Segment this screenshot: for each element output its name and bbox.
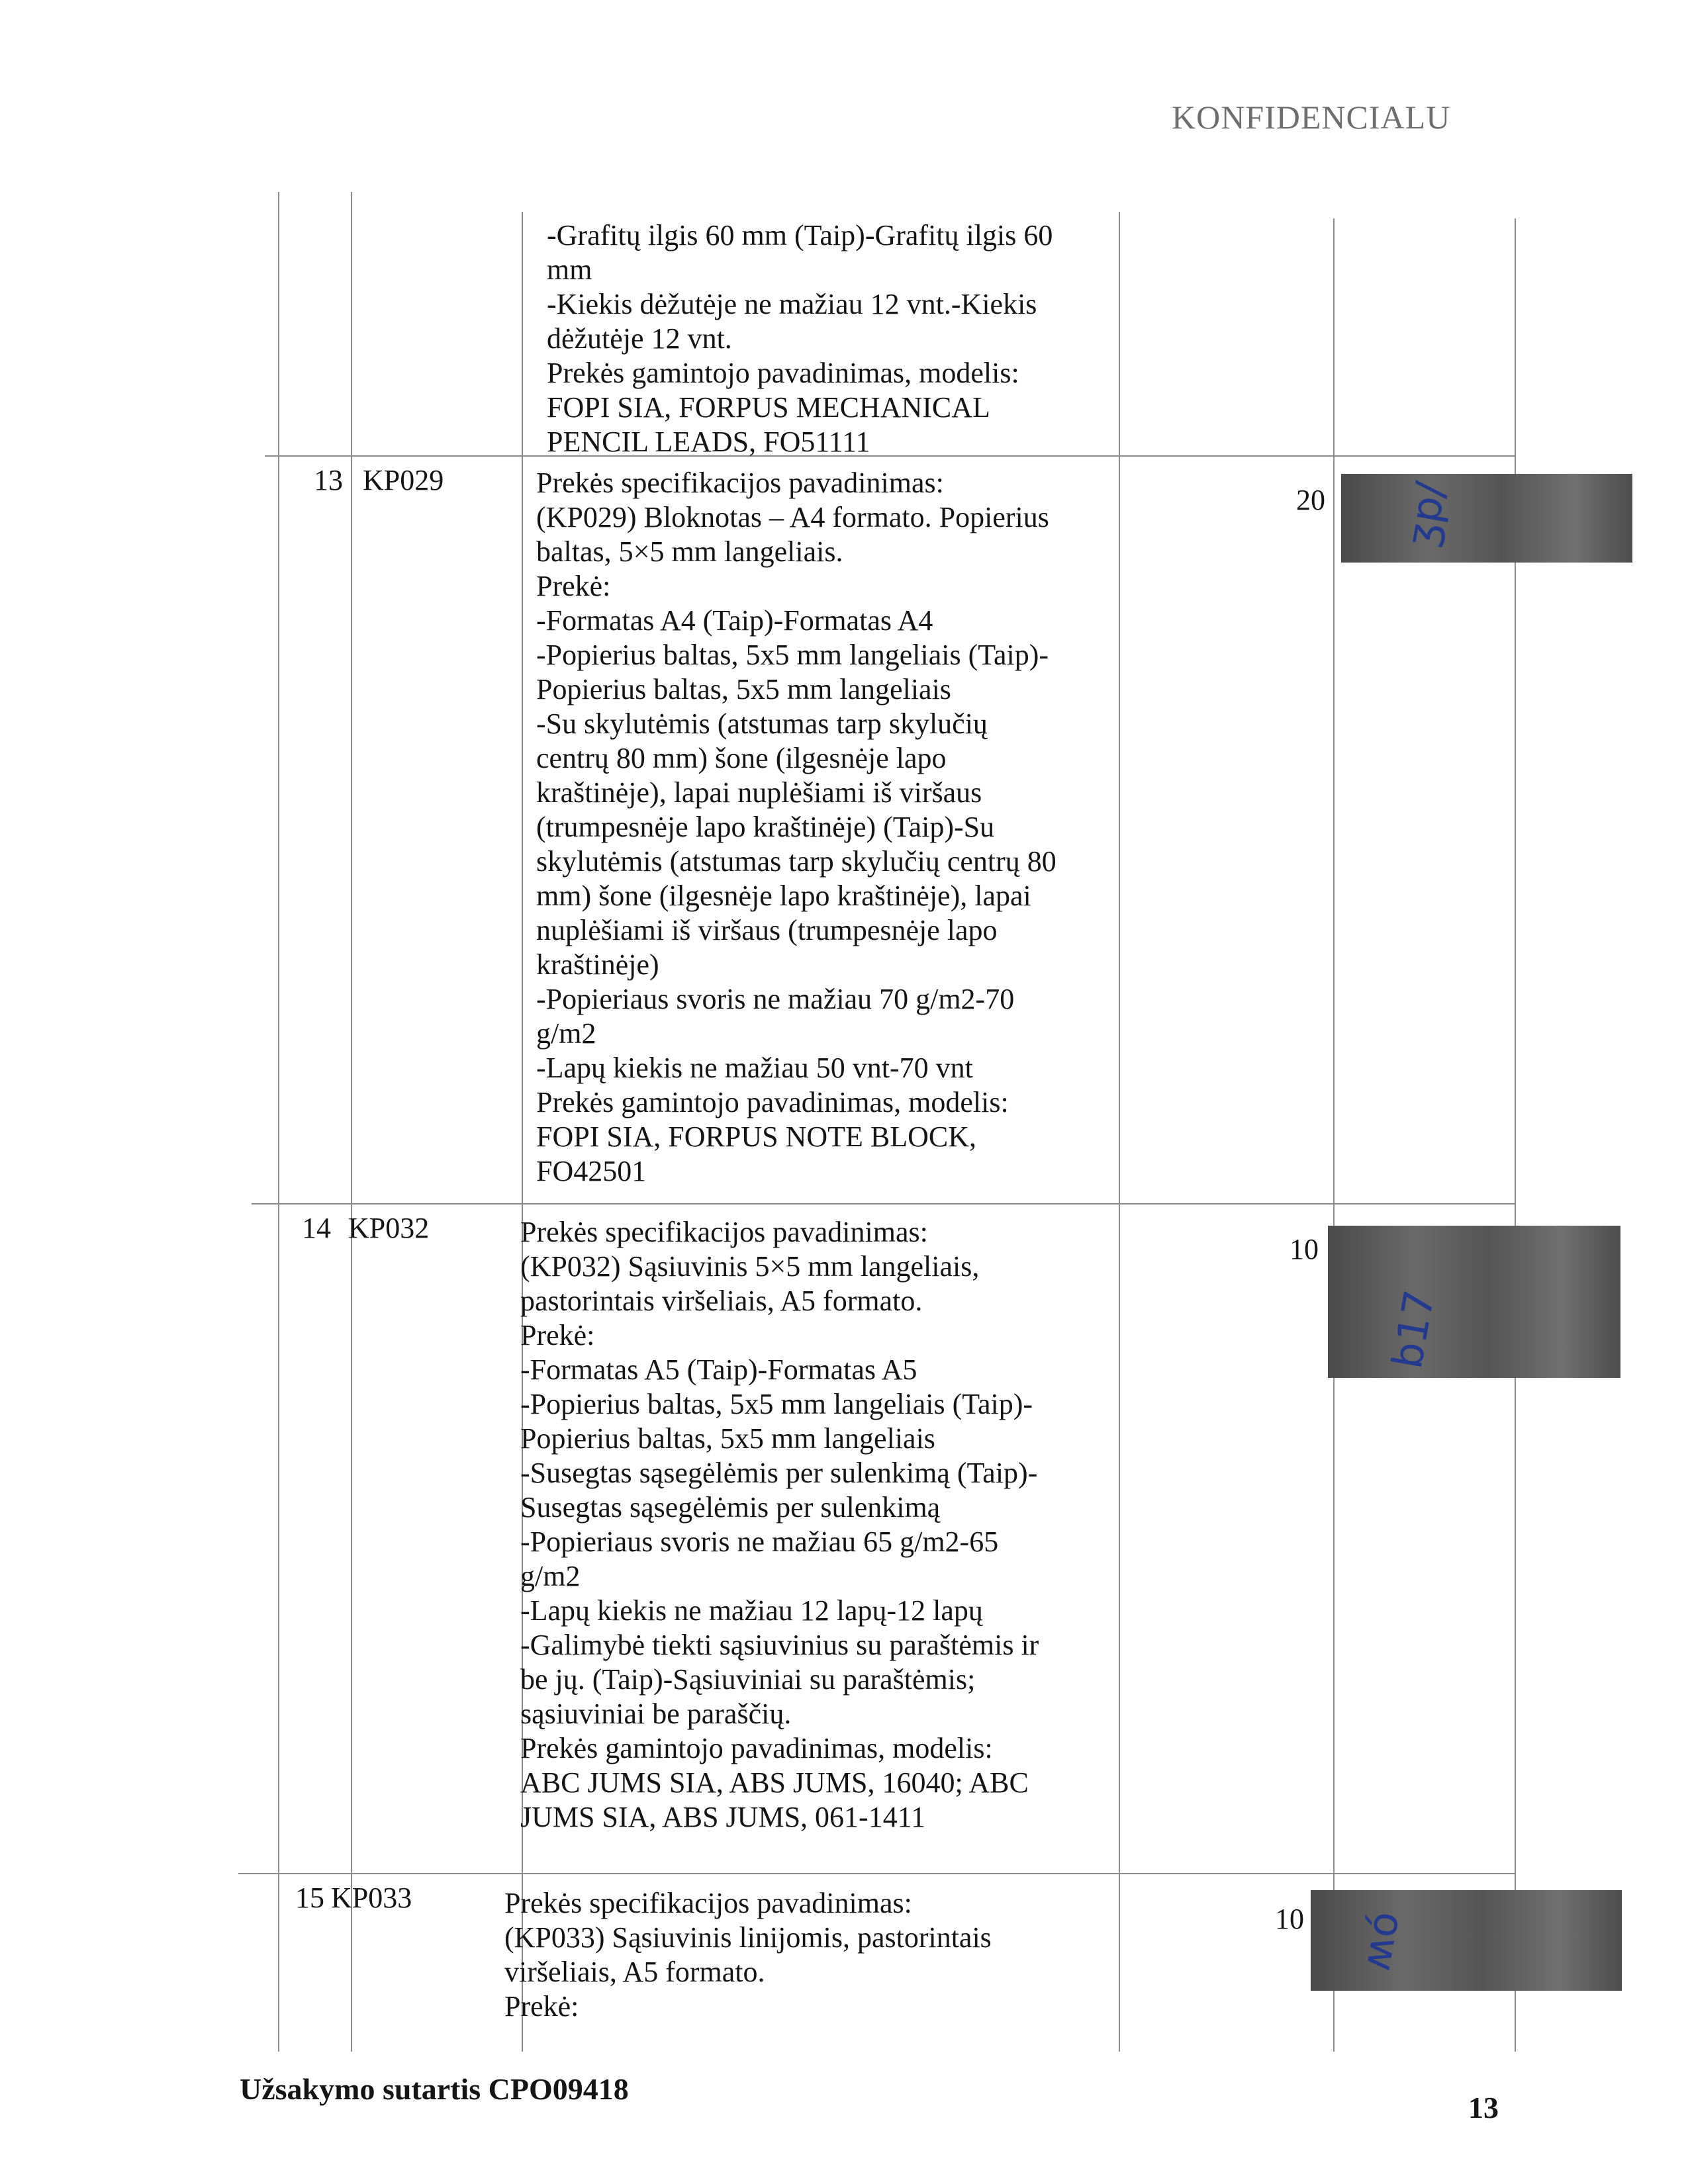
desc-line: (KP033) Sąsiuvinis linijomis, pastorintais <box>504 1921 992 1954</box>
desc-line: Prekės gamintojo pavadinimas, modelis: <box>520 1732 993 1764</box>
desc-line: JUMS SIA, ABS JUMS, 061-1411 <box>520 1801 926 1833</box>
desc-line: -Lapų kiekis ne mažiau 12 lapų-12 lapų <box>520 1594 983 1627</box>
row-number: 15 <box>295 1882 324 1914</box>
desc-line: -Popieriaus svoris ne mažiau 70 g/m2-70 <box>536 983 1015 1015</box>
continued-description <box>547 218 1053 459</box>
desc-line: Prekės specifikacijos pavadinimas: <box>520 1216 928 1248</box>
desc-line: mm <box>547 253 592 286</box>
desc-line: g/m2 <box>536 1017 596 1050</box>
desc-line: -Grafitų ilgis 60 mm (Taip)-Grafitų ilgis 60 <box>547 219 1053 251</box>
desc-line: Prekė: <box>504 1990 579 2023</box>
desc-line: -Popierius baltas, 5x5 mm langeliais (Taip)- <box>536 639 1049 671</box>
handwritten-mark: ʒp/ <box>1396 478 1456 550</box>
column-divider-num <box>351 192 352 2052</box>
page-number: 13 <box>1468 2091 1499 2124</box>
item-code: KP032 <box>348 1212 430 1244</box>
item-description <box>504 1886 992 2024</box>
handwritten-mark: b17 <box>1382 1286 1444 1373</box>
desc-line: -Lapų kiekis ne mažiau 50 vnt-70 vnt <box>536 1052 973 1084</box>
quantity: 10 <box>1289 1233 1319 1265</box>
desc-line: Prekės specifikacijos pavadinimas: <box>504 1887 912 1919</box>
desc-line: skylutėmis (atstumas tarp skylučių centrų 80 <box>536 845 1056 878</box>
desc-line: -Popierius baltas, 5x5 mm langeliais (Taip)- <box>520 1388 1033 1420</box>
desc-line: -Formatas A5 (Taip)-Formatas A5 <box>520 1353 917 1386</box>
stamp-image <box>1328 1226 1620 1378</box>
desc-line: -Galimybė tiekti sąsiuvinius su paraštėmis ir <box>520 1629 1039 1661</box>
desc-line: FOPI SIA, FORPUS NOTE BLOCK, <box>536 1120 977 1153</box>
desc-line: -Su skylutėmis (atstumas tarp skylučių <box>536 707 988 740</box>
desc-line: Prekės specifikacijos pavadinimas: <box>536 467 944 499</box>
item-description <box>536 466 1056 1189</box>
desc-line: -Kiekis dėžutėje ne mažiau 12 vnt.-Kiekis <box>547 288 1037 320</box>
item-code: KP033 <box>331 1882 412 1914</box>
stamp-image <box>1341 474 1632 563</box>
desc-line: kraštinėje), lapai nuplėšiami iš viršaus <box>536 776 982 809</box>
desc-line: Prekės gamintojo pavadinimas, modelis: <box>547 357 1019 389</box>
desc-line: (KP032) Sąsiuvinis 5×5 mm langeliais, <box>520 1250 980 1283</box>
row-number: 13 <box>314 464 343 496</box>
desc-line: mm) šone (ilgesnėje lapo kraštinėje), lapai <box>536 880 1031 912</box>
desc-line: Prekė: <box>520 1319 595 1351</box>
row-number: 14 <box>302 1212 331 1244</box>
item-code: KP029 <box>363 464 444 496</box>
desc-line: (trumpesnėje lapo kraštinėje) (Taip)-Su <box>536 811 995 843</box>
handwritten-mark: ʍó <box>1350 1907 1409 1974</box>
row-divider-14 <box>252 1203 1515 1205</box>
desc-line: (KP029) Bloknotas – A4 formato. Popierius <box>536 501 1049 533</box>
desc-line: g/m2 <box>520 1560 581 1592</box>
desc-line: viršeliais, A5 formato. <box>504 1956 765 1988</box>
desc-line: Popierius baltas, 5x5 mm langeliais <box>520 1422 935 1455</box>
column-divider-qty <box>1333 218 1335 2052</box>
confidential-label: KONFIDENCIALU <box>1172 99 1451 136</box>
quantity: 10 <box>1275 1903 1304 1935</box>
desc-line: centrų 80 mm) šone (ilgesnėje lapo <box>536 742 947 774</box>
column-divider-desc <box>1119 212 1120 2052</box>
desc-line: baltas, 5×5 mm langeliais. <box>536 535 843 568</box>
desc-line: Prekės gamintojo pavadinimas, modelis: <box>536 1086 1009 1118</box>
desc-line: kraštinėje) <box>536 948 659 981</box>
desc-line: pastorintais viršeliais, A5 formato. <box>520 1285 923 1317</box>
desc-line: Popierius baltas, 5x5 mm langeliais <box>536 673 951 705</box>
desc-line: Susegtas sąsegėlėmis per sulenkimą <box>520 1491 941 1524</box>
desc-line: be jų. (Taip)-Sąsiuviniai su paraštėmis; <box>520 1663 976 1696</box>
desc-line: dėžutėje 12 vnt. <box>547 322 732 355</box>
desc-line: sąsiuviniai be paraščių. <box>520 1698 792 1730</box>
desc-line: nuplėšiami iš viršaus (trumpesnėje lapo <box>536 914 998 946</box>
desc-line: -Susegtas sąsegėlėmis per sulenkimą (Taip)- <box>520 1457 1038 1489</box>
desc-line: -Popieriaus svoris ne mažiau 65 g/m2-65 <box>520 1525 999 1558</box>
desc-line: ABC JUMS SIA, ABS JUMS, 16040; ABC <box>520 1766 1029 1799</box>
row-divider-15 <box>238 1873 1515 1874</box>
desc-line: FOPI SIA, FORPUS MECHANICAL <box>547 391 990 424</box>
desc-line: PENCIL LEADS, FO51111 <box>547 426 870 458</box>
desc-line: Prekė: <box>536 570 611 602</box>
contract-title: Užsakymo sutartis CPO09418 <box>240 2072 629 2106</box>
desc-line: -Formatas A4 (Taip)-Formatas A4 <box>536 604 933 637</box>
table-border-left <box>278 192 279 2052</box>
quantity: 20 <box>1296 484 1325 516</box>
item-description <box>520 1215 1039 1835</box>
stamp-image <box>1311 1890 1622 1991</box>
desc-line: FO42501 <box>536 1155 647 1187</box>
